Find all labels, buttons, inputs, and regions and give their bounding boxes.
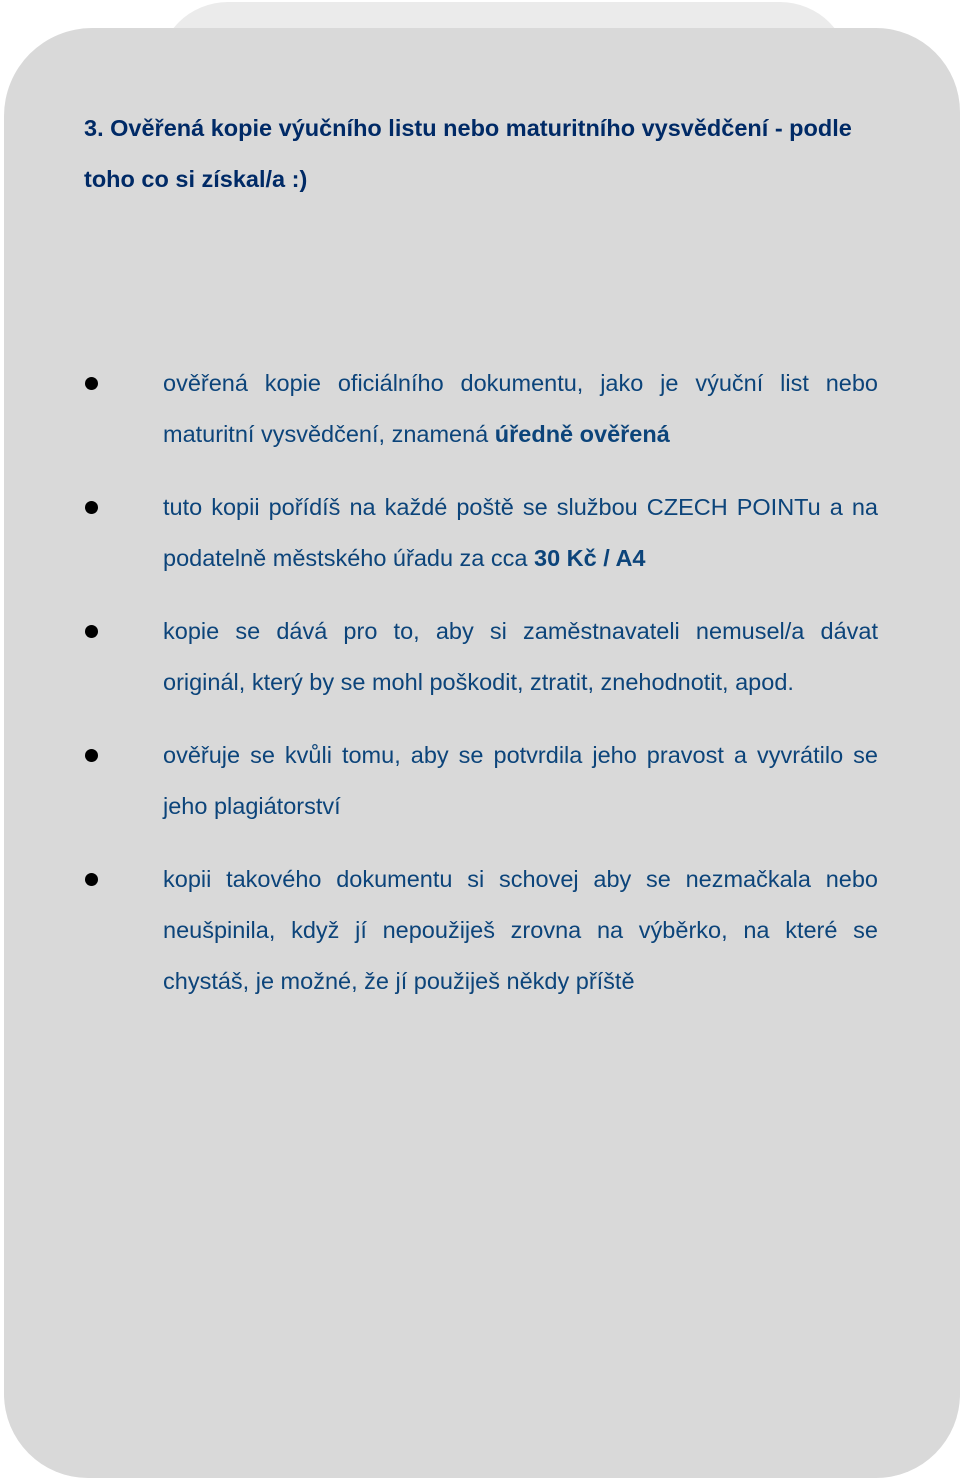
bullet-icon xyxy=(85,377,98,390)
bullet-icon xyxy=(85,873,98,886)
heading-line-1: 3. Ověřená kopie výučního listu nebo maturitního vysvědčení - podle xyxy=(84,115,852,141)
heading-line-2: toho co si získal/a :) xyxy=(84,166,308,192)
info-list xyxy=(0,358,960,1029)
section-heading xyxy=(84,103,884,205)
bullet-icon xyxy=(85,625,98,638)
item-text: tuto kopii pořídíš na každé poště se službou CZECH POINTu a na podatelně městského úřadu za cca xyxy=(163,494,878,571)
item-emphasis: 30 Kč / A4 xyxy=(534,545,646,571)
item-text: ověřuje se kvůli tomu, aby se potvrdila jeho pravost a vyvrátilo se jeho plagiátorství xyxy=(163,742,878,819)
item-text: ověřená kopie oficiálního dokumentu, jako je výuční list nebo maturitní vysvědčení, znamená xyxy=(163,370,878,447)
item-text: kopie se dává pro to, aby si zaměstnavateli nemusel/a dávat originál, který by se mohl poškodit, ztratit, znehodnotit, apod. xyxy=(163,618,878,695)
item-text: kopii takového dokumentu si schovej aby se nezmačkala nebo neušpinila, když jí nepoužiješ zrovna na výběrko, na které se chystáš, je možné, že jí použiješ někdy příště xyxy=(163,866,878,994)
list-item xyxy=(0,482,878,584)
list-item xyxy=(0,358,878,460)
item-emphasis: úředně ověřená xyxy=(494,421,670,447)
list-item xyxy=(0,854,878,1007)
bullet-icon xyxy=(85,749,98,762)
bullet-icon xyxy=(85,501,98,514)
list-item xyxy=(0,730,878,832)
list-item xyxy=(0,606,878,708)
